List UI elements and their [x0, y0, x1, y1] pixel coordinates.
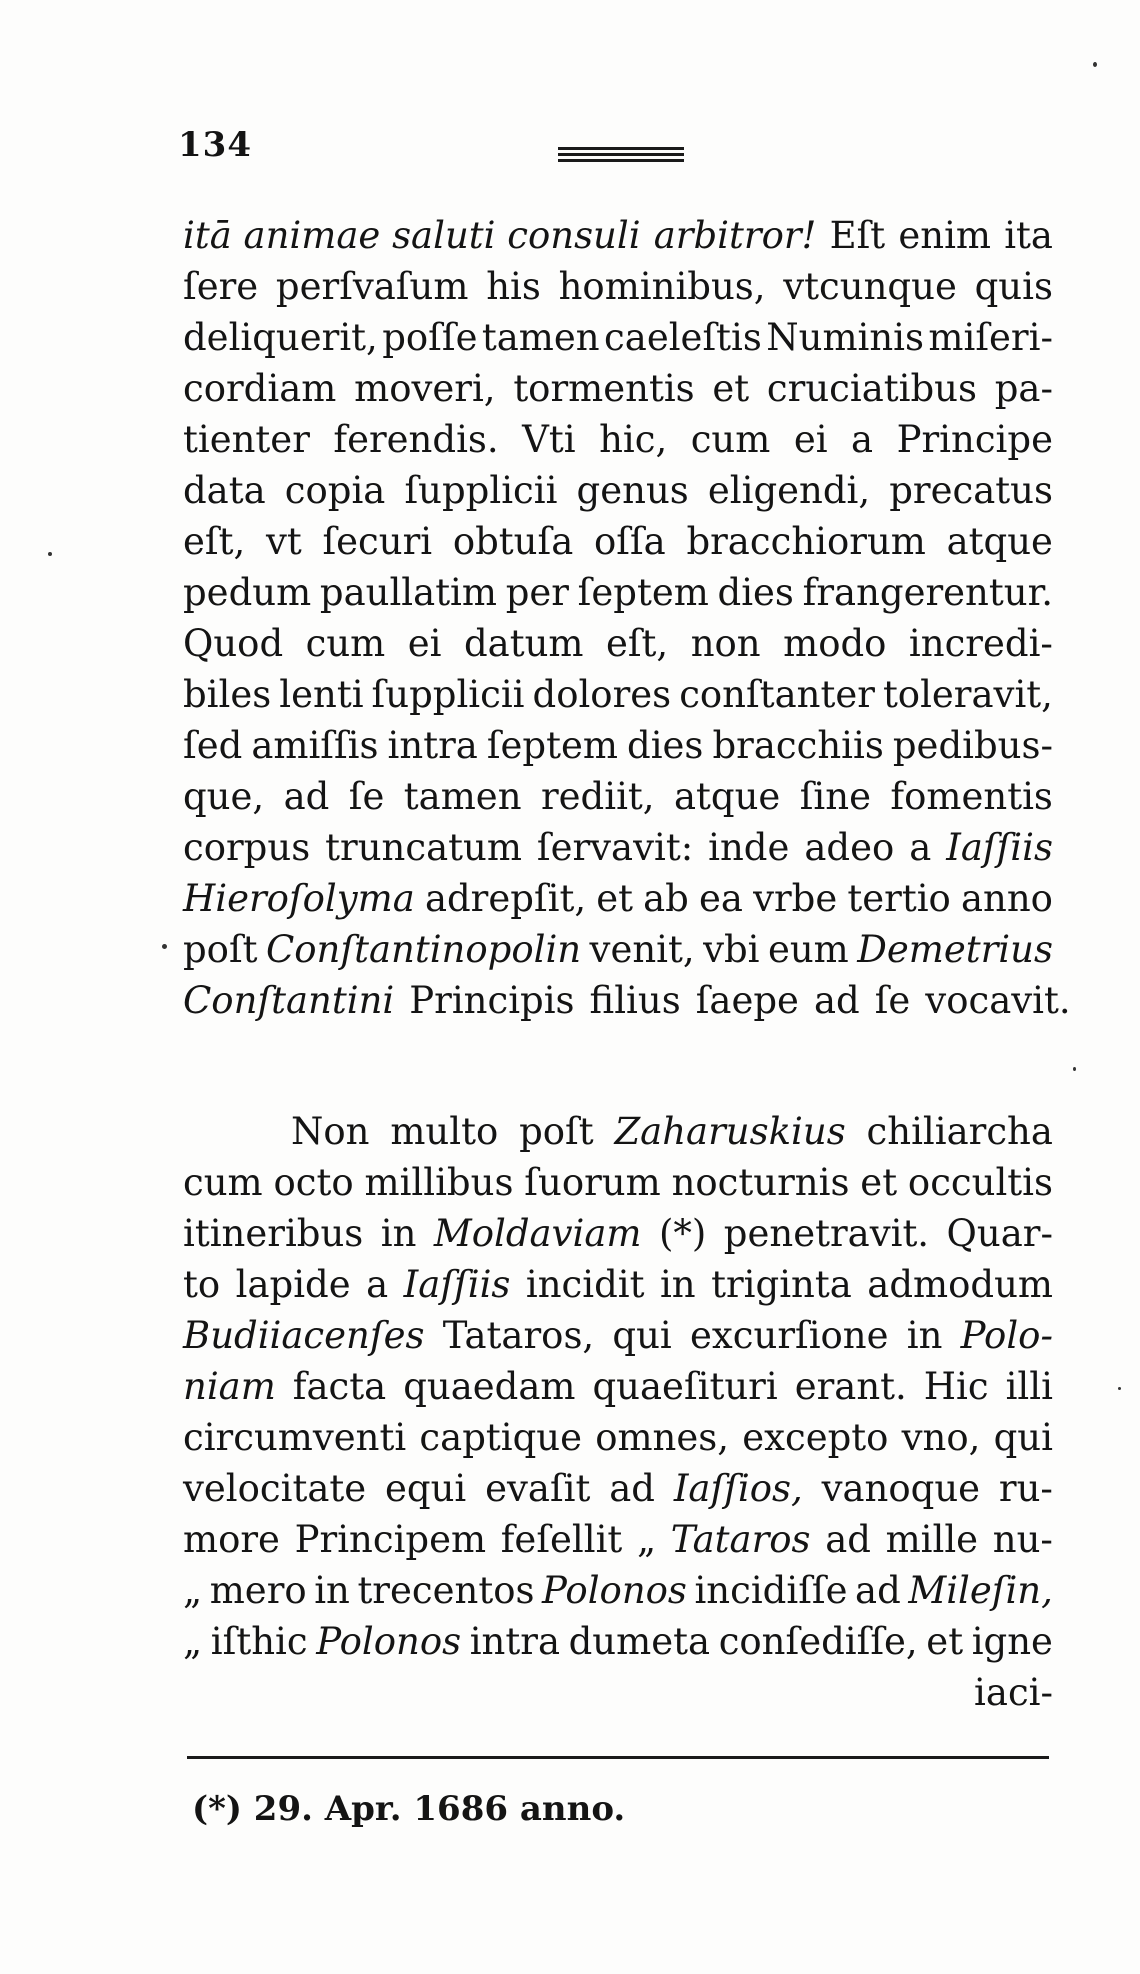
word: poſt [519, 1110, 594, 1153]
word: data [183, 469, 266, 512]
word: ad [813, 979, 860, 1022]
word: deliquerit, [183, 316, 378, 359]
word: nu- [992, 1518, 1053, 1561]
word: in [314, 1569, 350, 1612]
text-line [183, 1565, 1053, 1616]
word: Tataros [670, 1518, 811, 1561]
word: poſt [183, 928, 258, 971]
word: dies [717, 571, 794, 614]
word: ſupplicii [371, 673, 525, 716]
footnote-rule [187, 1756, 1049, 1759]
word: ſine [799, 775, 871, 818]
word: incidiſſe [694, 1569, 848, 1612]
word: excurſione [690, 1314, 889, 1357]
word: ferendis. [333, 418, 499, 461]
word: mero [209, 1569, 307, 1612]
word: Conſtantini [183, 979, 395, 1022]
word: precatus [889, 469, 1053, 512]
word: cum [690, 418, 771, 461]
word: et [926, 1620, 964, 1663]
text-line [183, 363, 1053, 414]
word: bracchiis [712, 724, 884, 767]
word: Polo- [960, 1314, 1053, 1357]
text-line [183, 1208, 1053, 1259]
word: feſellit [500, 1518, 623, 1561]
word: captique [419, 1416, 582, 1459]
text-line [183, 873, 1053, 924]
word: obtuſa [452, 520, 574, 563]
paper-speck [1118, 1387, 1121, 1390]
paper-speck [1093, 62, 1097, 67]
word: omnes, [595, 1416, 730, 1459]
word: ad [825, 1518, 871, 1561]
paper-speck [48, 552, 52, 556]
text-line [183, 1514, 1053, 1565]
word: occultis [907, 1161, 1053, 1204]
word: itā animae [183, 214, 381, 257]
word: tormentis [513, 367, 695, 410]
word: igne [971, 1620, 1053, 1663]
word: Vti [522, 418, 576, 461]
word: a [366, 1263, 389, 1306]
page-number: 134 [178, 125, 252, 165]
word: intra [387, 724, 478, 767]
word: et [712, 367, 750, 410]
word: atque [673, 775, 781, 818]
word: a [909, 826, 932, 869]
word: „ [636, 1518, 657, 1561]
word: quaedam [403, 1365, 576, 1408]
word: penetravit. [723, 1212, 930, 1255]
word: conſediſſe, [718, 1620, 918, 1663]
text-line [183, 771, 1053, 822]
word: Zaharuskius [614, 1110, 846, 1153]
word: trecentos [357, 1569, 535, 1612]
word: ei [407, 622, 442, 665]
word: vt [265, 520, 302, 563]
word: rediit, [540, 775, 655, 818]
word: Budiiacenſes [183, 1314, 425, 1357]
word: Conſtantinopolin [265, 928, 582, 971]
word: admodum [867, 1263, 1053, 1306]
word: pedibus- [892, 724, 1053, 767]
word: corpus [183, 826, 311, 869]
word: Principem [294, 1518, 487, 1561]
word: millibus [364, 1161, 514, 1204]
word: lapide [235, 1263, 351, 1306]
word: adeo [804, 826, 895, 869]
word: eum [767, 928, 849, 971]
word: „ [183, 1620, 203, 1663]
text-line [183, 312, 1053, 363]
paper-speck [1073, 1067, 1076, 1071]
word: non [690, 622, 761, 665]
word: biles [183, 673, 272, 716]
word: eſt, [605, 622, 669, 665]
text-line [183, 669, 1053, 720]
word: mille [885, 1518, 979, 1561]
word: iaci- [974, 1671, 1053, 1714]
text-line [183, 1259, 1053, 1310]
text-line [183, 465, 1053, 516]
word: Eſt [829, 214, 886, 257]
word: intra [469, 1620, 560, 1663]
word: (*) [658, 1212, 707, 1255]
word: ſed [183, 724, 243, 767]
word: nocturnis [671, 1161, 850, 1204]
word: his [486, 265, 541, 308]
text-line [183, 210, 1053, 261]
word: more [183, 1518, 280, 1561]
word: anno [960, 877, 1053, 920]
paragraph-2 [183, 1106, 1053, 1718]
word: enim [898, 214, 992, 257]
word: amiſſis [251, 724, 379, 767]
word: to [183, 1263, 221, 1306]
word: ad [855, 1569, 901, 1612]
word: ſe [874, 979, 911, 1022]
word: Non [291, 1110, 370, 1153]
paper-speck [162, 944, 167, 949]
word: cruciatibus [766, 367, 977, 410]
word: Numinis [766, 316, 925, 359]
text-line [183, 822, 1053, 873]
word: adrepſit, [424, 877, 587, 920]
word: paullatim [319, 571, 497, 614]
word: erant. [794, 1365, 907, 1408]
word: octo [273, 1161, 354, 1204]
word: ſere [183, 265, 259, 308]
word: Hieroſolyma [183, 877, 415, 920]
word: fomentis [890, 775, 1053, 818]
word: truncatum [325, 826, 522, 869]
word: caeleſtis [604, 316, 762, 359]
word: pa- [994, 367, 1053, 410]
word: ad [609, 1467, 655, 1510]
word: excepto [742, 1416, 889, 1459]
word: frangerentur. [802, 571, 1053, 614]
footnote: (*) 29. Apr. 1686 anno. [192, 1789, 626, 1829]
word: vtcunque [783, 265, 957, 308]
text-line [183, 720, 1053, 771]
word: poſſe [382, 316, 478, 359]
text-line [183, 1463, 1053, 1514]
word: toleravit, [882, 673, 1053, 716]
word: eſt, [183, 520, 246, 563]
word: Principe [896, 418, 1053, 461]
word: et [860, 1161, 898, 1204]
text-line [183, 414, 1053, 465]
word: Iaſſiis [946, 826, 1053, 869]
word: lenti [279, 673, 364, 716]
word: cordiam [183, 367, 337, 410]
word: itineribus [183, 1212, 364, 1255]
word: conſtanter [679, 673, 875, 716]
word: ſeptem [486, 724, 618, 767]
word: cum [183, 1161, 263, 1204]
word: chiliarcha [866, 1110, 1053, 1153]
word: Principis [409, 979, 575, 1022]
word: Polonos [542, 1569, 687, 1612]
word: ita [1004, 214, 1053, 257]
word: miſeri- [928, 316, 1053, 359]
word: hic, [599, 418, 668, 461]
word: ſe [348, 775, 385, 818]
word: dies [627, 724, 704, 767]
word: Iaſſiis [403, 1263, 511, 1306]
text-line [183, 618, 1053, 669]
word: oſſa [593, 520, 666, 563]
text-line [183, 1667, 1053, 1718]
text-line [183, 1157, 1053, 1208]
text-line [183, 261, 1053, 312]
word: illi [1005, 1365, 1053, 1408]
text-line [183, 567, 1053, 618]
word: inde [708, 826, 790, 869]
word: in [380, 1212, 417, 1255]
word: bracchiorum [686, 520, 926, 563]
word: cum [305, 622, 386, 665]
word: evaſit [485, 1467, 591, 1510]
word: qui [993, 1416, 1053, 1459]
word: Moldaviam [433, 1212, 642, 1255]
text-line [183, 924, 1053, 975]
word: perſvaſum [275, 265, 469, 308]
word: copia [284, 469, 386, 512]
text-line [183, 516, 1053, 567]
word: Quar- [946, 1212, 1053, 1255]
word: Quod [183, 622, 284, 665]
word: eligendi, [707, 469, 871, 512]
word: tertio [847, 877, 951, 920]
word: vbi [703, 928, 760, 971]
text-line [183, 1106, 1053, 1157]
word: datum [463, 622, 584, 665]
word: vrbe [753, 877, 838, 920]
word: velocitate [183, 1467, 367, 1510]
word: Iaſſios, [673, 1467, 803, 1510]
text-line [183, 1310, 1053, 1361]
word: tienter [183, 418, 310, 461]
word: quis [974, 265, 1053, 308]
word: ea [699, 877, 743, 920]
word: ad [283, 775, 330, 818]
word: arbitror! [653, 214, 817, 257]
word: modo [783, 622, 887, 665]
word: vanoque [821, 1467, 981, 1510]
header-ornament-rule [558, 147, 684, 165]
word: ab [643, 877, 689, 920]
word: Mileſin, [908, 1569, 1053, 1612]
word: ſervavit: [536, 826, 694, 869]
word: genus [576, 469, 689, 512]
word: „ [183, 1569, 203, 1612]
word: Tataros, [442, 1314, 595, 1357]
word: qui [612, 1314, 672, 1357]
word: niam [183, 1365, 276, 1408]
word: vno, [901, 1416, 981, 1459]
word: ſeptem [577, 571, 709, 614]
word: venit, [589, 928, 695, 971]
word: circumventi [183, 1416, 407, 1459]
word: triginta [711, 1263, 852, 1306]
word: ſupplicii [404, 469, 558, 512]
text-line [183, 1361, 1053, 1412]
word: pedum [183, 571, 312, 614]
word: iſthic [210, 1620, 308, 1663]
word: multo [390, 1110, 499, 1153]
word: incredi- [908, 622, 1053, 665]
text-line [183, 1616, 1053, 1667]
word: moveri, [354, 367, 496, 410]
word: ru- [998, 1467, 1053, 1510]
word: dumeta [568, 1620, 711, 1663]
word: per [505, 571, 569, 614]
word: ſuorum [524, 1161, 661, 1204]
text-line [183, 975, 1071, 1026]
text-line [183, 1412, 1053, 1463]
word: ei [793, 418, 828, 461]
word: vocavit. [925, 979, 1071, 1022]
word: Demetrius [857, 928, 1053, 971]
word: filius [589, 979, 681, 1022]
word: ſecuri [322, 520, 433, 563]
word: et [596, 877, 633, 920]
word: incidit [525, 1263, 645, 1306]
word: quaeſituri [592, 1365, 778, 1408]
word: saluti consuli [392, 214, 641, 257]
word: tamen [403, 775, 522, 818]
word: dolores [532, 673, 672, 716]
word: tamen [481, 316, 600, 359]
word: atque [946, 520, 1053, 563]
word: Hic [923, 1365, 989, 1408]
word: ſaepe [695, 979, 799, 1022]
word: in [659, 1263, 696, 1306]
word: equi [385, 1467, 467, 1510]
word: a [851, 418, 874, 461]
paragraph-1 [183, 210, 1071, 1026]
word: hominibus, [558, 265, 766, 308]
word: Polonos [316, 1620, 462, 1663]
word: in [906, 1314, 943, 1357]
word: que, [183, 775, 265, 818]
word: facta [292, 1365, 387, 1408]
